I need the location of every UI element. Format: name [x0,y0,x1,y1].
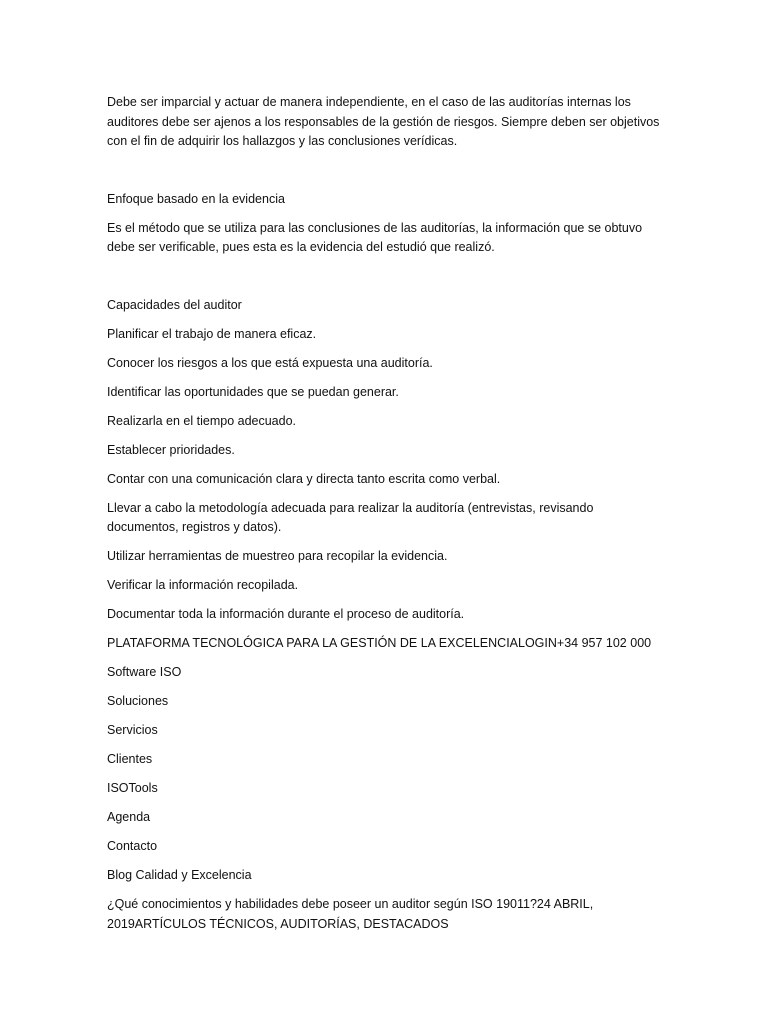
nav-item-contacto: Contacto [107,839,158,853]
nav-item-isotools: ISOTools [107,781,158,795]
intro-paragraph: Debe ser imparcial y actuar de manera independiente, en el caso de las auditorías internas los auditores debe ser ajenos a los responsables de la gestión de riesgos. Siempre deben ser objetivos con el fin de adquirir los hallazgos y las conclusiones verídicas. [107,95,660,148]
evidencia-paragraph: Es el método que se utiliza para las conclusiones de las auditorías, la información que se obtuvo debe ser verificable, pues esta es la evidencia del estudió que realizó. [107,220,643,254]
section-heading-capacidades: Capacidades del auditor [107,297,242,312]
nav-item-clientes: Clientes [107,752,153,766]
capacidad-item: Realizarla en el tiempo adecuado. [107,413,297,428]
document-page [107,93,667,944]
capacidad-item: Utilizar herramientas de muestreo para recopilar la evidencia. [107,549,448,563]
section-heading-evidencia: Enfoque basado en la evidencia [107,191,285,206]
capacidad-item: Identificar las oportunidades que se puedan generar. [107,384,399,399]
capacidad-item: Establecer prioridades. [107,442,235,457]
nav-item-blog: Blog Calidad y Excelencia [107,868,252,882]
nav-item-agenda: Agenda [107,810,151,824]
article-line: ¿Qué conocimientos y habilidades debe poseer un auditor según ISO 19011?24 ABRIL, 2019ARTÍCULOS TÉCNICOS, AUDITORÍAS, DESTACADOS [107,897,594,931]
capacidad-item: Llevar a cabo la metodología adecuada para realizar la auditoría (entrevistas, revisando documentos, registros y datos). [107,500,594,534]
capacidad-item: Conocer los riesgos a los que está expuesta una auditoría. [107,355,433,370]
capacidad-item: Planificar el trabajo de manera eficaz. [107,326,317,341]
platform-line: PLATAFORMA TECNOLÓGICA PARA LA GESTIÓN DE LA EXCELENCIALOGIN+34 957 102 000 [107,636,652,650]
capacidad-item: Contar con una comunicación clara y directa tanto escrita como verbal. [107,471,501,486]
capacidad-item: Documentar toda la información durante el proceso de auditoría. [107,607,465,621]
nav-item-servicios: Servicios [107,723,158,737]
nav-item-soluciones: Soluciones [107,694,169,708]
capacidad-item: Verificar la información recopilada. [107,578,299,592]
nav-item-software-iso: Software ISO [107,665,182,679]
